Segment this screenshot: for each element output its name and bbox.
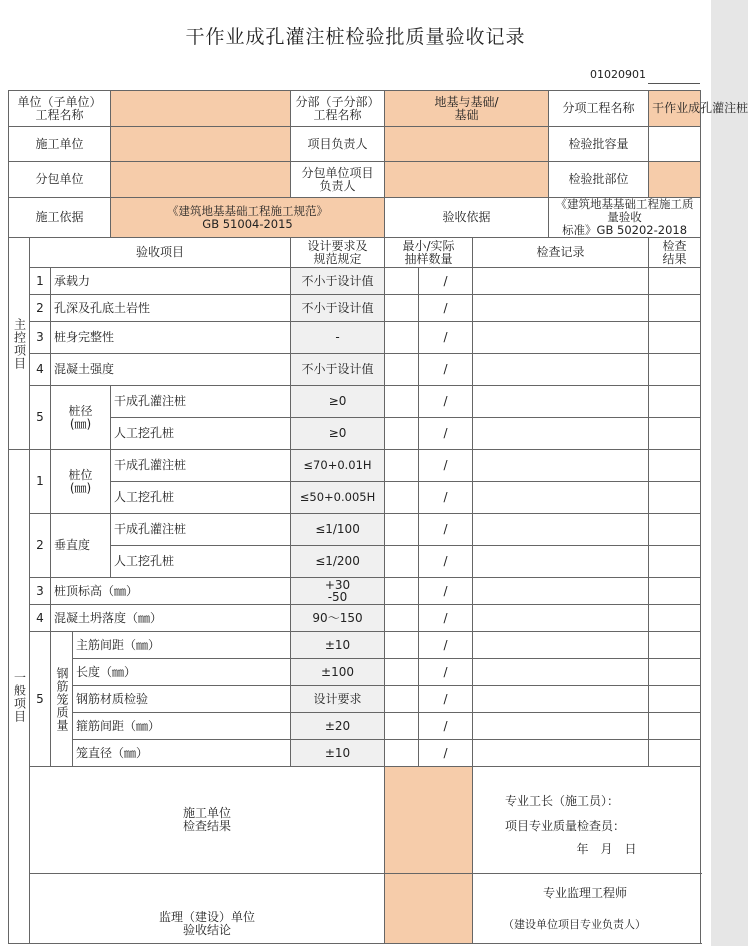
sample-slash[interactable]: / [419,713,473,740]
item-spec: ≤70+0.01H [291,450,385,482]
item-spec: 不小于设计值 [291,354,385,386]
item-spec: ±20 [291,713,385,740]
item-no: 1 [30,268,51,295]
date-label: 年 月 日 [576,841,637,856]
supervisor-sub-label: （建设单位项目专业负责人） [503,918,647,931]
item-no: 1 [30,450,51,514]
record-field[interactable] [473,713,649,740]
col-sample-header: 最小/实际 抽样数量 [385,238,473,268]
item-no: 5 [30,386,51,450]
item-spec: 设计要求 [291,686,385,713]
subcontract-lead-field[interactable] [385,162,549,198]
sub-project-value[interactable]: 地基与基础/ 基础 [385,91,549,127]
record-field[interactable] [473,322,649,354]
sample-slash[interactable]: / [419,546,473,578]
item-spec: ±10 [291,740,385,767]
sample-min[interactable] [385,482,419,514]
sample-min[interactable] [385,659,419,686]
result-field[interactable] [649,418,701,450]
record-field[interactable] [473,268,649,295]
inspector-label: 项目专业质量检查员： [505,818,626,833]
sample-slash[interactable]: / [419,605,473,632]
sample-slash[interactable]: / [419,450,473,482]
item-sub-name: 干成孔灌注桩 [111,450,291,482]
batch-part-label: 检验批部位 [549,162,649,198]
sample-min[interactable] [385,546,419,578]
project-lead-label: 项目负责人 [291,127,385,162]
item-sub-name: 干成孔灌注桩 [111,514,291,546]
supervision-label: 监理（建设）单位 验收结论 [30,874,385,944]
sample-min[interactable] [385,295,419,322]
item-spec: ≤50+0.005H [291,482,385,514]
item-name: 孔深及孔底土岩性 [51,295,291,322]
item-sub-name: 人工挖孔桩 [111,482,291,514]
construction-check-field[interactable] [385,767,473,874]
item-name: 桩径 (㎜) [51,386,111,450]
main-group-label: 主控项目 [9,238,30,450]
sample-slash[interactable]: / [419,295,473,322]
sample-slash[interactable]: / [419,514,473,546]
result-field[interactable] [649,713,701,740]
record-field[interactable] [473,578,649,605]
item-no: 5 [30,632,51,767]
col-record-header: 检查记录 [473,238,649,268]
unit-value-field[interactable] [111,91,291,127]
sample-slash[interactable]: / [419,482,473,514]
result-field[interactable] [649,268,701,295]
sample-min[interactable] [385,418,419,450]
sample-min[interactable] [385,354,419,386]
result-field[interactable] [649,632,701,659]
sample-slash[interactable]: / [419,686,473,713]
sample-slash[interactable]: / [419,386,473,418]
item-name: 桩顶标高（㎜） [51,578,291,605]
acceptance-basis-value: 《建筑地基基础工程施工质量验收 标准》GB 50202-2018 [549,198,701,238]
record-field[interactable] [473,514,649,546]
record-field[interactable] [473,482,649,514]
sample-slash[interactable]: / [419,578,473,605]
item-project-value[interactable]: 干作业成孔灌注桩 [649,91,701,127]
item-sub-name: 干成孔灌注桩 [111,386,291,418]
record-field[interactable] [473,632,649,659]
item-spec: 不小于设计值 [291,295,385,322]
item-spec: 90～150 [291,605,385,632]
construction-unit-field[interactable] [111,127,291,162]
result-field[interactable] [649,546,701,578]
subcontract-label: 分包单位 [9,162,111,198]
record-field[interactable] [473,386,649,418]
sample-min[interactable] [385,386,419,418]
item-spec: +30 -50 [291,578,385,605]
item-sub-name: 钢筋材质检验 [73,686,291,713]
code-suffix-field[interactable] [648,65,700,84]
col-item-header: 验收项目 [30,238,291,268]
result-field[interactable] [649,514,701,546]
sample-min[interactable] [385,713,419,740]
result-field[interactable] [649,295,701,322]
item-no: 3 [30,322,51,354]
record-field[interactable] [473,659,649,686]
item-sub-name: 人工挖孔桩 [111,418,291,450]
sample-slash[interactable]: / [419,659,473,686]
item-name: 混凝土强度 [51,354,291,386]
result-field[interactable] [649,578,701,605]
result-field[interactable] [649,740,701,767]
general-group-label: 一般项目 [9,450,30,944]
result-field[interactable] [649,605,701,632]
sample-min[interactable] [385,450,419,482]
subcontract-field[interactable] [111,162,291,198]
batch-capacity-label: 检验批容量 [549,127,649,162]
page-title: 干作业成孔灌注桩检验批质量验收记录 [185,25,526,48]
sample-min[interactable] [385,578,419,605]
item-name: 桩身完整性 [51,322,291,354]
sub-project-label: 分部（子分部） 工程名称 [291,91,385,127]
sample-slash[interactable]: / [419,268,473,295]
item-spec: ≥0 [291,418,385,450]
unit-label: 单位（子单位） 工程名称 [9,91,111,127]
result-field[interactable] [649,354,701,386]
sample-min[interactable] [385,740,419,767]
item-spec: 不小于设计值 [291,268,385,295]
item-no: 2 [30,514,51,578]
item-sub-name: 箍筋间距（㎜） [73,713,291,740]
sample-min[interactable] [385,605,419,632]
item-no: 4 [30,354,51,386]
item-no: 3 [30,578,51,605]
item-spec: ≤1/200 [291,546,385,578]
item-sub-name: 笼直径（㎜） [73,740,291,767]
record-field[interactable] [473,546,649,578]
batch-part-field[interactable] [649,162,701,198]
col-result-header: 检查 结果 [649,238,701,268]
acceptance-basis-label: 验收依据 [385,198,549,238]
result-field[interactable] [649,686,701,713]
project-lead-field[interactable] [385,127,549,162]
result-field[interactable] [649,450,701,482]
item-name: 承载力 [51,268,291,295]
result-field[interactable] [649,386,701,418]
construction-signature-block [473,788,700,860]
item-sub-name: 长度（㎜） [73,659,291,686]
result-field[interactable] [649,482,701,514]
basis-value[interactable]: 《建筑地基基础工程施工规范》 GB 51004-2015 [111,198,385,238]
subcontract-lead-label: 分包单位项目 负责人 [291,162,385,198]
supervisor-label: 专业监理工程师 [543,886,628,900]
inspector-field[interactable] [645,814,700,838]
foreman-field[interactable] [645,788,700,814]
item-spec: - [291,322,385,354]
item-name: 桩位 (㎜) [51,450,111,514]
item-sub-name: 主筋间距（㎜） [73,632,291,659]
record-field[interactable] [473,295,649,322]
sample-min[interactable] [385,322,419,354]
basis-label: 施工依据 [9,198,111,238]
form-code: 01020901 [590,68,646,81]
sample-slash[interactable]: / [419,354,473,386]
record-field[interactable] [473,450,649,482]
sample-min[interactable] [385,632,419,659]
item-no: 4 [30,605,51,632]
sample-min[interactable] [385,268,419,295]
record-field[interactable] [473,740,649,767]
item-sub-name: 人工挖孔桩 [111,546,291,578]
batch-capacity-field[interactable] [649,127,701,162]
item-project-label: 分项工程名称 [549,91,649,127]
sample-min[interactable] [385,686,419,713]
item-spec: ≤1/100 [291,514,385,546]
item-spec: ±100 [291,659,385,686]
sample-slash[interactable]: / [419,418,473,450]
sample-slash[interactable]: / [419,322,473,354]
col-spec-header: 设计要求及 规范规定 [291,238,385,268]
sample-slash[interactable]: / [419,740,473,767]
construction-unit-label: 施工单位 [9,127,111,162]
item-spec: ±10 [291,632,385,659]
sample-slash[interactable]: / [419,632,473,659]
inspection-table [8,90,748,944]
record-field[interactable] [473,605,649,632]
item-name: 垂直度 [51,514,111,578]
construction-check-label: 施工单位 检查结果 [30,767,385,874]
record-field[interactable] [473,354,649,386]
item-name: 钢筋笼质量 [51,632,73,767]
foreman-label: 专业工长（施工员）： [505,793,620,808]
sample-min[interactable] [385,514,419,546]
result-field[interactable] [649,659,701,686]
supervision-field[interactable] [385,874,473,944]
result-field[interactable] [649,322,701,354]
record-field[interactable] [473,418,649,450]
item-spec: ≥0 [291,386,385,418]
record-field[interactable] [473,686,649,713]
item-name: 混凝土坍落度（㎜） [51,605,291,632]
item-no: 2 [30,295,51,322]
